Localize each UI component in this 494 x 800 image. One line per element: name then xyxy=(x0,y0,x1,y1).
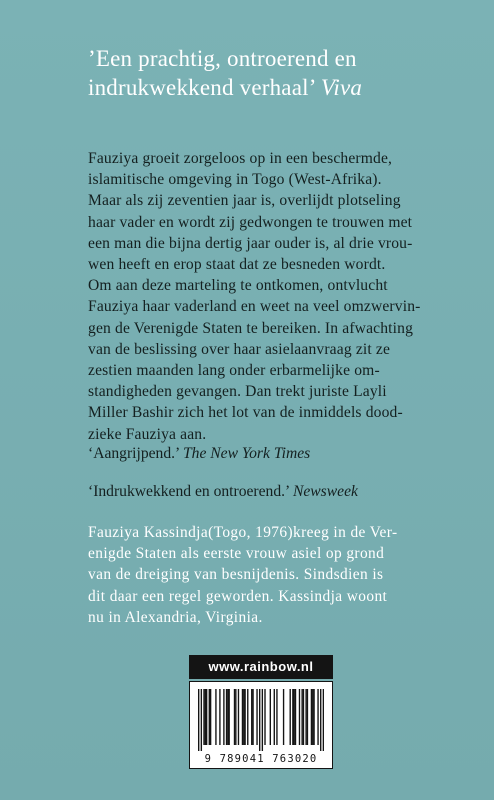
barcode-bar xyxy=(252,689,253,745)
barcode-bar xyxy=(198,689,199,751)
synopsis-line: Om aan deze marteling te ontkomen, ontvlucht xyxy=(88,277,388,295)
barcode-bar xyxy=(201,689,202,751)
synopsis-line: Fauziya groeit zorgeloos op in een beschermde, xyxy=(88,150,393,167)
author-bio xyxy=(88,522,458,628)
barcode-bar xyxy=(244,689,245,745)
synopsis-line: Fauziya haar vaderland en weet na veel omzwervin- xyxy=(88,298,421,316)
synopsis-line: wen heeft en erop staat dat ze besneden wordt. xyxy=(88,256,386,274)
barcode-bar xyxy=(274,689,275,745)
barcode-bar xyxy=(219,689,220,745)
synopsis-line: Miller Bashir zich het lot van de inmiddels dood- xyxy=(88,404,403,422)
review-quote-source: Newsweek xyxy=(292,483,358,500)
synopsis-line: een man die bijna dertig jaar ouder is, al drie vrou- xyxy=(88,234,413,252)
barcode-bar xyxy=(203,689,204,745)
barcode-bar xyxy=(320,689,321,751)
isbn-number: 9 789041 763020 xyxy=(204,753,318,765)
barcode-bar xyxy=(210,689,211,745)
synopsis-line: Maar als zij zeventien jaar is, overlijdt plotseling xyxy=(88,192,401,210)
barcode-bar xyxy=(205,689,206,745)
barcode-bar xyxy=(305,689,306,745)
headline-quote-source: Viva xyxy=(320,75,363,100)
barcode-bar xyxy=(247,689,248,745)
barcode-bar xyxy=(226,689,227,745)
headline-quote xyxy=(88,44,488,102)
synopsis-line: haar vader en wordt zij gedwongen te trouwen met xyxy=(88,213,413,231)
barcode-bar xyxy=(290,689,291,745)
barcode-bar xyxy=(311,689,312,745)
barcode-bar xyxy=(235,689,236,745)
review-quote-text: ‘Aangrijpend.’ xyxy=(88,445,183,462)
headline-line-2 xyxy=(88,73,488,102)
review-quote-newsweek xyxy=(88,481,468,502)
barcode-bars xyxy=(198,689,324,751)
synopsis xyxy=(88,148,452,445)
barcode-bar xyxy=(215,689,216,745)
barcode-bar xyxy=(243,689,244,745)
synopsis-line: islamitische omgeving in Togo (West-Afrika). xyxy=(88,171,382,189)
publisher-url: www.rainbow.nl xyxy=(189,655,333,679)
barcode-bar xyxy=(299,689,300,745)
barcode-bar xyxy=(295,689,296,745)
barcode xyxy=(189,681,333,769)
barcode-bar xyxy=(206,689,207,745)
author-bio-line: Fauziya Kassindja(Togo, 1976)kreeg in de Ver- xyxy=(88,524,398,541)
synopsis-line: standigheden gevangen. Dan trekt juriste Layli xyxy=(88,383,387,401)
headline-quote-text: indrukwekkend verhaal’ xyxy=(88,75,321,100)
synopsis-line: van de beslissing over haar asielaanvraag zit ze xyxy=(88,340,391,358)
author-bio-line: dit daar een regel geworden. Kassindja woont xyxy=(88,587,388,605)
barcode-bar xyxy=(303,689,304,745)
barcode-bar xyxy=(234,689,235,745)
barcode-bar xyxy=(264,689,265,745)
barcode-bar xyxy=(238,689,239,745)
synopsis-line: gen de Verenigde Staten te bereiken. In afwachting xyxy=(88,319,414,337)
barcode-bar xyxy=(209,689,210,745)
author-bio-line: nu in Alexandria, Virginia. xyxy=(88,608,263,626)
synopsis-line: zieke Fauziya aan. xyxy=(88,425,207,443)
headline-line-1: ’Een prachtig, ontroerend en xyxy=(88,46,357,71)
synopsis-line: zestien maanden lang onder erbarmelijke om- xyxy=(88,362,380,380)
barcode-bar xyxy=(313,689,314,745)
barcode-bar xyxy=(312,689,313,745)
review-quote-source: The New York Times xyxy=(182,445,311,462)
barcode-bar xyxy=(292,689,293,745)
barcode-bar xyxy=(242,689,243,745)
barcode-bar xyxy=(223,689,224,745)
barcode-bar xyxy=(293,689,294,745)
barcode-bar xyxy=(259,689,260,751)
barcode-bar xyxy=(283,689,284,745)
author-bio-line: enigde Staten als eerste vrouw asiel op grond xyxy=(88,545,385,563)
barcode-bar xyxy=(301,689,302,745)
barcode-bar xyxy=(307,689,308,745)
barcode-bar xyxy=(262,689,263,751)
review-quote-nyt xyxy=(88,443,468,464)
barcode-bar xyxy=(251,689,252,745)
barcode-bar xyxy=(323,689,324,751)
author-bio-line: van de dreiging van besnijdenis. Sindsdien is xyxy=(88,566,384,584)
review-quote-text: ‘Indrukwekkend en ontroerend.’ xyxy=(88,483,293,500)
barcode-bar xyxy=(256,689,257,745)
barcode-bar xyxy=(276,689,277,745)
barcode-bar xyxy=(270,689,271,745)
barcode-bar xyxy=(227,689,228,745)
barcode-bar xyxy=(317,689,318,745)
barcode-bar xyxy=(229,689,230,745)
